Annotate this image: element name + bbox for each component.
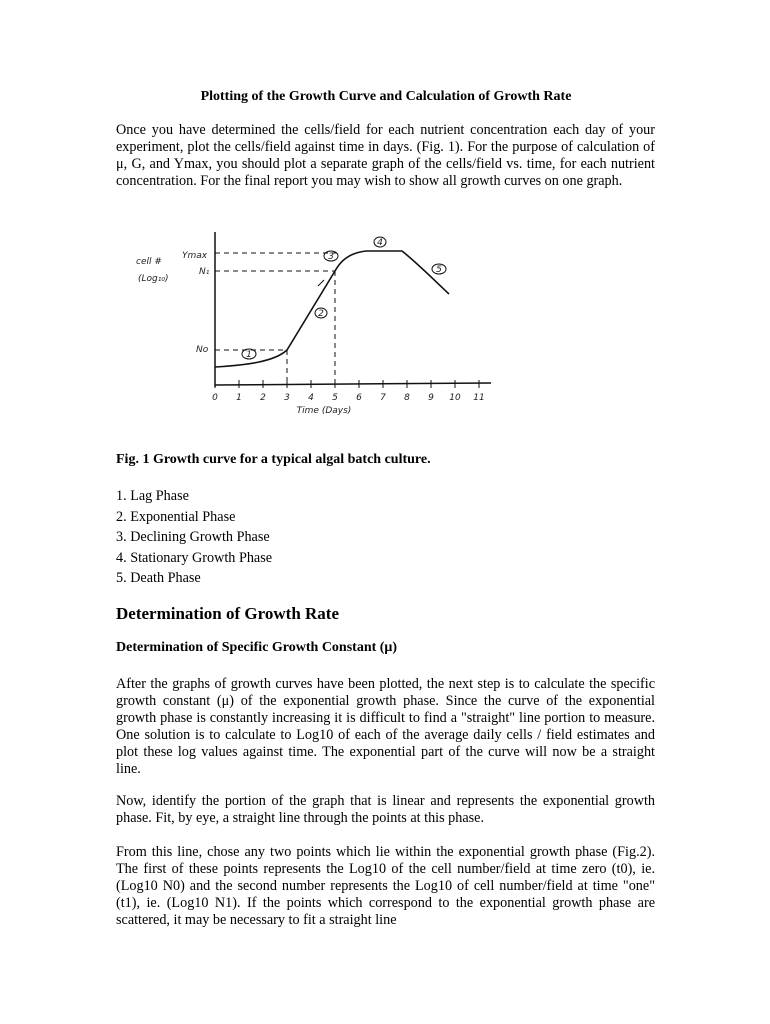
x-tick-label: 5 [332,393,338,403]
x-tick-label: 10 [449,393,461,403]
phase-marker-4 [374,237,386,248]
x-tick-label: 7 [380,393,386,403]
x-axis [215,383,491,385]
phase-markers [242,237,446,360]
x-tick-label: 4 [308,393,314,403]
x-tick-label: 2 [260,393,266,403]
svg-text:1: 1 [246,350,252,360]
growth-curve-figure [116,222,506,417]
y-axis-label-line1: cell # [136,257,162,267]
list-item: 3. Declining Growth Phase [116,529,270,545]
x-tick-label: 11 [473,393,485,403]
phase-marker-1 [242,349,256,360]
svg-text:5: 5 [436,265,442,275]
list-item: 1. Lag Phase [116,488,189,504]
phase-list [116,486,272,589]
svg-text:3: 3 [328,252,334,262]
phase-marker-2 [315,308,327,319]
x-tick-label: 9 [428,393,434,403]
x-tick-label: 6 [356,393,362,403]
section-heading: Determination of Growth Rate [116,604,340,623]
phase-marker-3 [324,251,338,262]
x-tick-label: 8 [404,393,410,403]
document-title: Plotting of the Growth Curve and Calculation of Growth Rate [200,89,572,104]
y-mark-no: No [196,345,209,355]
figure-caption: Fig. 1 Growth curve for a typical algal batch culture. [116,452,431,467]
intro-paragraph: Once you have determined the cells/field for each nutrient concentration each day of your experiment, plot the cells/field against time in days. (Fig. 1). For the purpose of calculation of μ, G, and Ymax, you should plot a separate graph of the cells/field vs. time, for each nutrient concentration. For the final report you may wish to show all growth curves on one graph. [116,122,655,189]
x-tick-labels [212,393,485,403]
y-mark-n1: N₁ [199,267,210,277]
y-axis-label-line2: (Log₁₀) [138,274,169,284]
x-tick-label: 1 [236,393,242,403]
body-paragraph-3: From this line, chose any two points which lie within the exponential growth phase (Fig.2). The first of these points represents the Log10 of the cell number/field at time zero (t0), ie. (Log10 N0) and the second number represents the Log10 of cell number/field at time "one" (t1), ie. (Log10 N1). If the points which correspond to the exponential growth phase are scattered, it may be necessary to fit a straight line [116,844,655,928]
y-mark-ymax: Ymax [182,251,208,261]
list-item: 2. Exponential Phase [116,508,236,525]
body-paragraph-2: Now, identify the portion of the graph that is linear and represents the exponential growth phase. Fit, by eye, a straight line through the points at this phase. [116,793,655,826]
body-paragraph-1: After the graphs of growth curves have been plotted, the next step is to calculate the specific growth constant (μ) of the exponential growth phase. Since the curve of the exponential growth phase is constantly increasing it is difficult to find a "straight" line portion to measure. One solution is to calculate to Log10 of each of the average daily cells / field estimates and plot these log values against time. The exponential part of the curve will now be a straight line. [116,676,655,777]
svg-text:2: 2 [318,309,324,319]
x-axis-label: Time (Days) [296,406,352,416]
sub-heading: Determination of Specific Growth Constant (μ) [116,640,398,655]
svg-text:4: 4 [377,238,383,248]
curve-arrow [318,280,324,286]
list-item: 4. Stationary Growth Phase [116,549,273,566]
phase-marker-5 [432,264,446,275]
x-tick-label: 3 [284,393,290,403]
list-item: 5. Death Phase [116,570,201,586]
x-tick-label: 0 [212,393,218,403]
